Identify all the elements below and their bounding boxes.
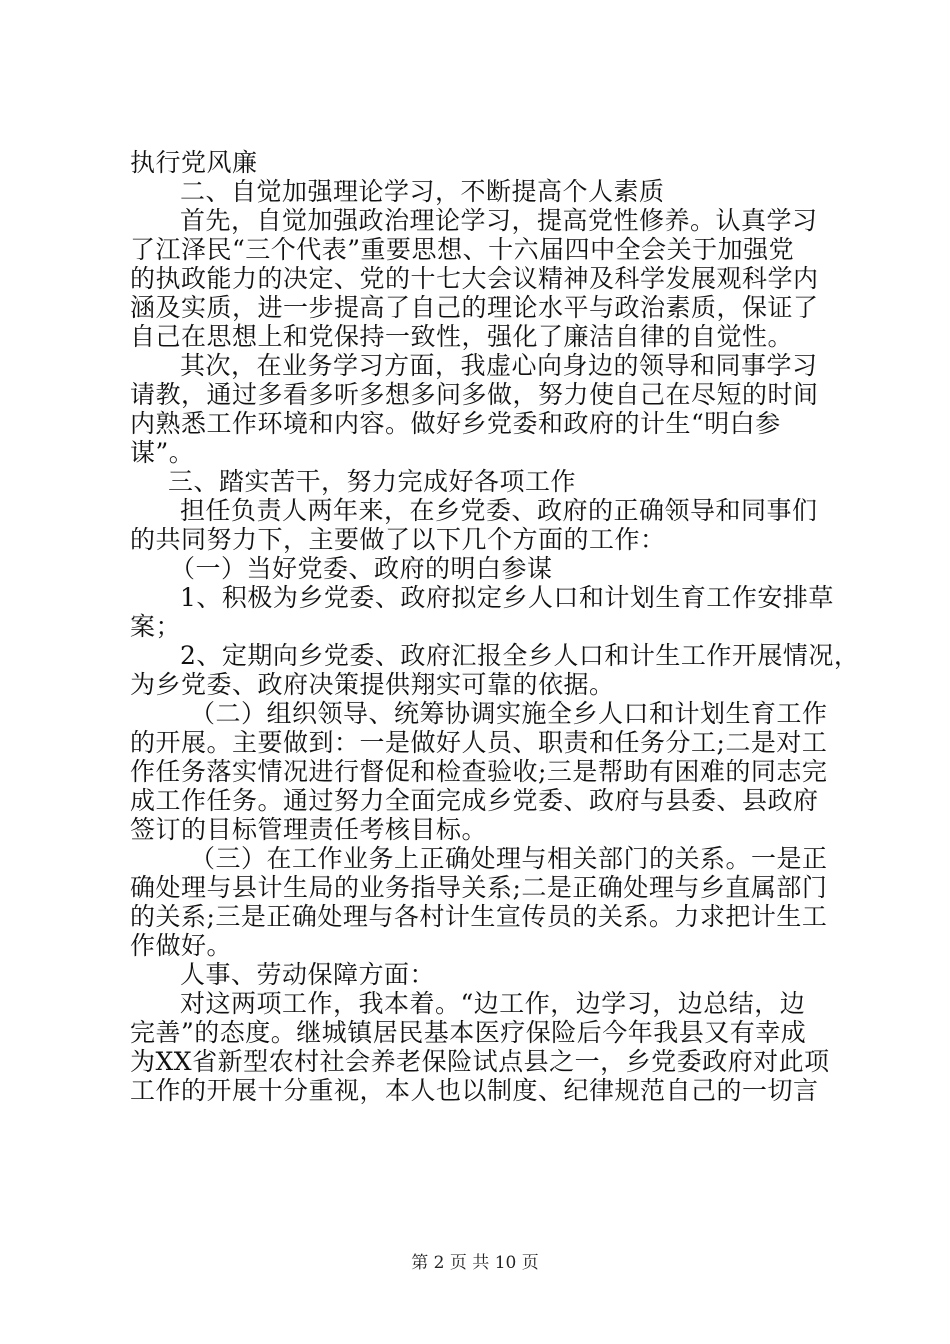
- list-item: 1、积极为乡党委、政府拟定乡人口和计划生育工作安排草: [180, 583, 834, 612]
- text-line: 作做好。: [130, 931, 233, 960]
- text-line: 对这两项工作，我本着。“边工作，边学习，边总结，边: [180, 989, 806, 1018]
- text-line: 其次，在业务学习方面，我虚心向身边的领导和同事学习: [180, 351, 818, 380]
- text-line: 内熟悉工作环境和内容。做好乡党委和政府的计生“明白参: [130, 409, 781, 438]
- text-line: 完善”的态度。继城镇居民基本医疗保险后今年我县又有幸成: [130, 1018, 807, 1047]
- section-heading: 三、踏实苦干，努力完成好各项工作: [168, 467, 577, 496]
- text-line: 作任务落实情况进行督促和检查验收;三是帮助有困难的同志完: [130, 757, 828, 786]
- section-heading: 二、自觉加强理论学习，不断提高个人素质: [180, 177, 665, 206]
- text-line: 涵及实质，进一步提高了自己的理论水平与政治素质，保证了: [130, 293, 819, 322]
- text-line: 案；: [130, 612, 182, 641]
- text-line: 签订的目标管理责任考核目标。: [130, 815, 488, 844]
- subsection-heading: （三）在工作业务上正确处理与相关部门的关系。一是正: [190, 844, 828, 873]
- text-line: 的执政能力的决定、党的十七大会议精神及科学发展观科学内: [130, 264, 819, 293]
- text-line: 工作的开展十分重视，本人也以制度、纪律规范自己的一切言: [130, 1076, 819, 1105]
- section-heading: 人事、劳动保障方面：: [180, 960, 436, 989]
- text-line: 成工作任务。通过努力全面完成乡党委、政府与县委、县政府: [130, 786, 819, 815]
- subsection-heading: （一）当好党委、政府的明白参谋: [170, 554, 553, 583]
- text-line: 的关系;三是正确处理与各村计生宣传员的关系。力求把计生工: [130, 902, 828, 931]
- text-line: 的共同努力下，主要做了以下几个方面的工作：: [130, 525, 666, 554]
- text-line: 为乡党委、政府决策提供翔实可靠的依据。: [130, 670, 615, 699]
- text-line: 的开展。主要做到：一是做好人员、职责和任务分工;二是对工: [130, 728, 828, 757]
- document-body: [130, 148, 860, 1105]
- text-line: 首先，自觉加强政治理论学习，提高党性修养。认真学习: [180, 206, 818, 235]
- text-line: 自己在思想上和党保持一致性，强化了廉洁自律的自觉性。: [130, 322, 794, 351]
- text-line: 执行党风廉: [130, 148, 258, 177]
- text-line: 为XX省新型农村社会养老保险试点县之一，乡党委政府对此项: [130, 1047, 830, 1076]
- text-line: 了江泽民“三个代表”重要思想、十六届四中全会关于加强党: [130, 235, 795, 264]
- text-line: 确处理与县计生局的业务指导关系;二是正确处理与乡直属部门: [130, 873, 828, 902]
- subsection-heading: （二）组织领导、统筹协调实施全乡人口和计划生育工作: [190, 699, 828, 728]
- page-number-footer: 第 2 页 共 10 页: [411, 1253, 539, 1273]
- list-item: 2、定期向乡党委、政府汇报全乡人口和计生工作开展情况，: [180, 641, 860, 670]
- text-line: 担任负责人两年来，在乡党委、政府的正确领导和同事们: [180, 496, 818, 525]
- text-line: 请教，通过多看多听多想多问多做，努力使自己在尽短的时间: [130, 380, 819, 409]
- text-line: 谋”。: [130, 438, 195, 467]
